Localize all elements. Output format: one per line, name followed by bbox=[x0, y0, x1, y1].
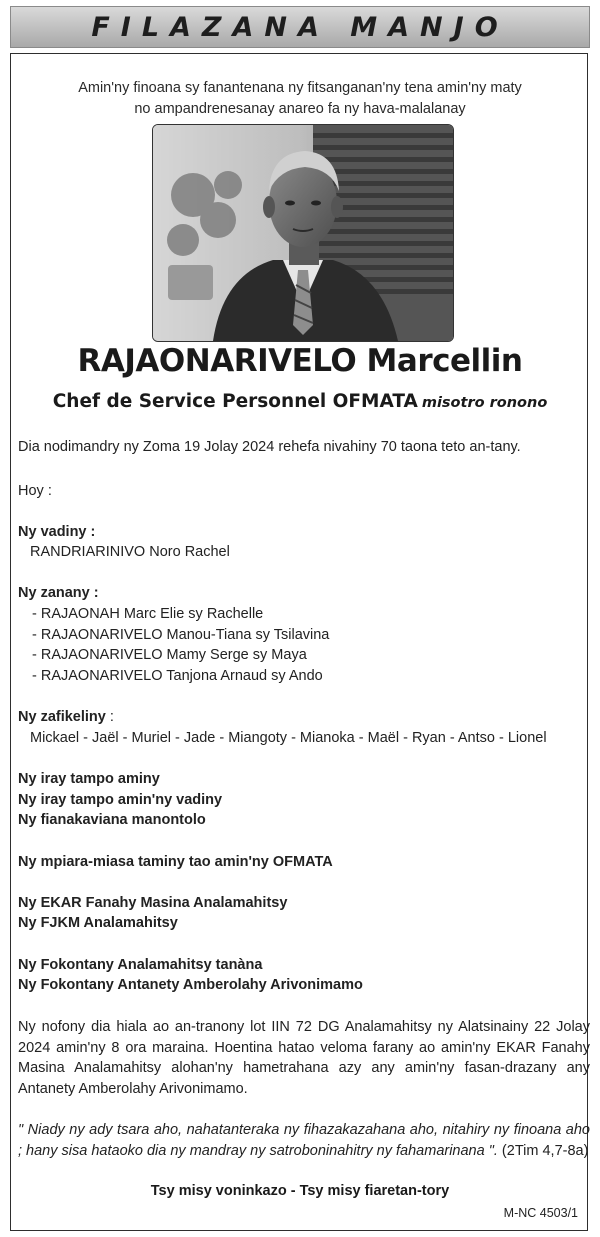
zanany-item: - RAJAONARIVELO Manou-Tiana sy Tsilavina bbox=[32, 627, 330, 643]
funeral-details: Ny nofony dia hiala ao an-tranony lot IIN 72 DG Analamahitsy ny Alatsinainy 22 Jolay 2024 amin'ny 8 ora maraina. Hoentina hatao veloma farany ao amin'ny EKAR Fanahy Masina Analamahitsy alohan'ny hametrahana azy any amin'ny fasan-drazany any Antanety Amberolahy Arivonimamo. bbox=[18, 1019, 590, 1097]
reference-code: M-NC 4503/1 bbox=[503, 1206, 578, 1220]
group-line: Ny Fokontany Analamahitsy tanàna bbox=[18, 957, 263, 973]
zanany-heading: Ny zanany : bbox=[18, 585, 99, 601]
header-title: FILAZANA MANJO bbox=[91, 11, 509, 43]
quote-text: " Niady ny ady tsara aho, nahatanteraka ny fihazakazahana aho, nitahiry ny finoana aho ; hany sisa hataoko dia ny mandray ny satroboninahitry ny fahamarinana ". bbox=[18, 1122, 590, 1159]
zanany-item: - RAJAONAH Marc Elie sy Rachelle bbox=[32, 606, 264, 622]
zafikeliny-heading-line bbox=[18, 707, 114, 727]
hoy-label: Hoy : bbox=[18, 483, 52, 499]
group-line: Ny FJKM Analamahitsy bbox=[18, 915, 178, 931]
group-line: Ny iray tampo amin'ny vadiny bbox=[18, 792, 223, 808]
portrait-illustration bbox=[153, 125, 453, 341]
quote-reference: (2Tim 4,7-8a) bbox=[497, 1142, 589, 1159]
zanany-item: - RAJAONARIVELO Tanjona Arnaud sy Ando bbox=[32, 668, 323, 684]
zafikeliny-colon: : bbox=[105, 709, 114, 725]
group-line: Ny EKAR Fanahy Masina Analamahitsy bbox=[18, 895, 288, 911]
scripture-quote bbox=[18, 1120, 590, 1161]
role-suffix: misotro ronono bbox=[421, 395, 548, 411]
group-line: Ny fianakaviana manontolo bbox=[18, 812, 206, 828]
deceased-role bbox=[0, 391, 600, 412]
vadiny-heading: Ny vadiny : bbox=[18, 524, 96, 540]
zanany-item: - RAJAONARIVELO Mamy Serge sy Maya bbox=[32, 647, 307, 663]
intro-line-1: Amin'ny finoana sy fanantenana ny fitsanganan'ny tena amin'ny maty bbox=[78, 80, 522, 96]
role-title: Chef de Service Personnel OFMATA bbox=[52, 391, 418, 412]
intro-line-2: no ampandrenesanay anareo fa ny hava-malalanay bbox=[134, 101, 466, 117]
death-announcement: Dia nodimandry ny Zoma 19 Jolay 2024 rehefa nivahiny 70 taona teto an-tany. bbox=[18, 439, 521, 455]
deceased-name: RAJAONARIVELO Marcellin bbox=[77, 343, 523, 379]
group-line: Ny Fokontany Antanety Amberolahy Arivonimamo bbox=[18, 977, 363, 993]
footer-note: Tsy misy voninkazo - Tsy misy fiaretan-tory bbox=[150, 1183, 450, 1199]
intro-text bbox=[30, 78, 570, 120]
zafikeliny-names: Mickael - Jaël - Muriel - Jade - Miangoty - Mianoka - Maël - Ryan - Antso - Lionel bbox=[30, 730, 547, 746]
vadiny-name: RANDRIARINIVO Noro Rachel bbox=[30, 544, 230, 560]
header-banner bbox=[10, 6, 590, 48]
portrait-photo bbox=[152, 124, 454, 342]
group-line: Ny iray tampo aminy bbox=[18, 771, 160, 787]
group-line: Ny mpiara-miasa taminy tao amin'ny OFMATA bbox=[18, 854, 333, 870]
zafikeliny-heading: Ny zafikeliny bbox=[18, 709, 106, 725]
